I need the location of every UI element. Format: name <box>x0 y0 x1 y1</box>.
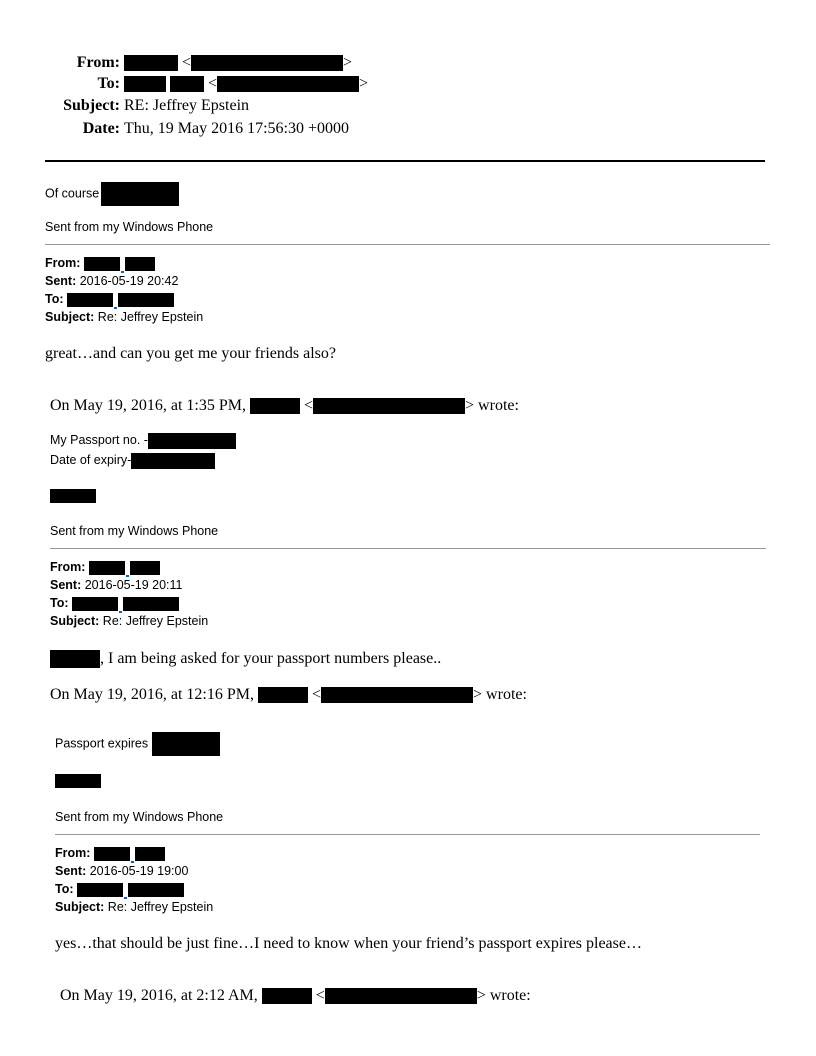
redaction <box>77 883 123 897</box>
lt-bracket: < <box>312 686 322 703</box>
message-divider <box>55 834 760 835</box>
redaction <box>130 561 160 575</box>
header-date: Thu, 19 May 2016 17:56:30 +0000 <box>124 120 350 137</box>
gt-bracket: > <box>343 54 353 71</box>
header-from-row <box>40 54 352 72</box>
redaction <box>50 489 96 503</box>
redaction <box>67 293 113 307</box>
quote-suffix: > wrote: <box>476 987 531 1004</box>
quote-prefix: On May 19, 2016, at 1:35 PM, <box>50 397 246 414</box>
redaction <box>321 687 473 703</box>
msg3-subject-label: Subject: <box>55 900 105 914</box>
message-divider <box>50 548 766 549</box>
redaction <box>325 988 477 1004</box>
redaction <box>125 257 155 271</box>
passport-label: Passport expires <box>55 736 149 751</box>
redaction <box>262 988 312 1004</box>
msg3-sent: 2016-05-19 19:00 <box>89 864 189 878</box>
msg1-passport-row <box>50 432 236 449</box>
redaction <box>217 76 359 92</box>
redaction <box>72 597 118 611</box>
redaction <box>191 55 343 71</box>
redaction <box>124 55 178 71</box>
signature: Sent from my Windows Phone <box>45 220 214 234</box>
msg2-from-row <box>50 559 160 577</box>
msg1-sent-label: Sent: <box>45 274 77 288</box>
quote-suffix: > wrote: <box>465 397 519 414</box>
signature: Sent from my Windows Phone <box>55 810 224 824</box>
reply-text-label: Of course <box>45 186 100 201</box>
header-from-label: From: <box>76 54 120 71</box>
message-divider <box>45 244 770 245</box>
msg2-from-label: From: <box>50 560 86 574</box>
lt-bracket: < <box>315 987 325 1004</box>
redaction <box>118 293 174 307</box>
msg1-from-row <box>45 255 155 273</box>
msg3-from-label: From: <box>55 846 91 860</box>
msg2-sent: 2016-05-19 20:11 <box>84 578 183 592</box>
msg1-body: great…and can you get me your friends also? <box>45 345 337 362</box>
header-subject-label: Subject: <box>63 97 120 114</box>
msg1-sent: 2016-05-19 20:42 <box>79 274 179 288</box>
msg2-body-text: , I am being asked for your passport numbers please.. <box>100 650 442 667</box>
msg3-sent-row <box>55 863 188 879</box>
msg2-passport-row <box>55 732 220 756</box>
header-to-label: To: <box>97 75 120 92</box>
redaction <box>50 650 100 668</box>
msg2-subject: Re: Jeffrey Epstein <box>102 614 209 628</box>
header-subject-row <box>40 97 249 115</box>
lt-bracket: < <box>304 397 314 414</box>
msg3-to-label: To: <box>55 882 74 896</box>
signature: Sent from my Windows Phone <box>50 524 219 538</box>
msg3-sent-label: Sent: <box>55 864 87 878</box>
msg2-sent-label: Sent: <box>50 578 82 592</box>
msg2-subject-label: Subject: <box>50 614 100 628</box>
redaction <box>84 257 120 271</box>
quote-prefix: On May 19, 2016, at 12:16 PM, <box>50 686 254 703</box>
passport-label: My Passport no. - <box>50 433 148 447</box>
header-subject: RE: Jeffrey Epstein <box>124 97 250 114</box>
msg2-subject-row <box>50 613 208 629</box>
msg2-to-label: To: <box>50 596 69 610</box>
msg1-subject-label: Subject: <box>45 310 95 324</box>
header-to-row <box>40 75 368 93</box>
msg1-sent-row <box>45 273 178 289</box>
redaction <box>135 847 165 861</box>
redaction <box>148 433 236 449</box>
header-date-label: Date: <box>82 120 120 137</box>
msg2-to-row <box>50 595 179 613</box>
redaction <box>152 732 220 756</box>
redaction <box>250 398 300 414</box>
redaction <box>131 453 215 469</box>
redaction <box>313 398 465 414</box>
redaction <box>94 847 130 861</box>
redaction <box>123 597 179 611</box>
msg3-subject-row <box>55 899 213 915</box>
lt-bracket: < <box>182 54 192 71</box>
redaction <box>89 561 125 575</box>
msg3-from-row <box>55 845 165 863</box>
msg3-to-row <box>55 881 184 899</box>
msg1-to-row <box>45 291 174 309</box>
msg3-quote-header <box>60 987 531 1005</box>
redaction <box>128 883 184 897</box>
redaction <box>170 76 204 92</box>
expiry-label: Date of expiry- <box>50 453 132 467</box>
lt-bracket: < <box>208 75 218 92</box>
msg3-body: yes…that should be just fine…I need to know when your friend’s passport expires please… <box>55 935 642 952</box>
redaction <box>124 76 166 92</box>
redaction <box>101 182 179 206</box>
redaction <box>258 687 308 703</box>
quote-suffix: > wrote: <box>473 686 527 703</box>
reply-text <box>45 182 179 206</box>
quote-prefix: On May 19, 2016, at 2:12 AM, <box>60 987 258 1004</box>
msg1-expiry-row <box>50 452 215 469</box>
msg1-quote-header <box>50 397 519 415</box>
header-date-row <box>40 120 349 138</box>
msg1-from-label: From: <box>45 256 81 270</box>
msg1-subject-row <box>45 309 203 325</box>
msg2-sent-row <box>50 577 183 593</box>
msg2-quote-header <box>50 686 527 704</box>
gt-bracket: > <box>359 75 369 92</box>
header-divider <box>45 160 765 162</box>
msg1-subject: Re: Jeffrey Epstein <box>97 310 204 324</box>
msg2-body <box>50 650 441 668</box>
msg1-to-label: To: <box>45 292 64 306</box>
redaction <box>55 774 101 788</box>
msg3-subject: Re: Jeffrey Epstein <box>107 900 214 914</box>
